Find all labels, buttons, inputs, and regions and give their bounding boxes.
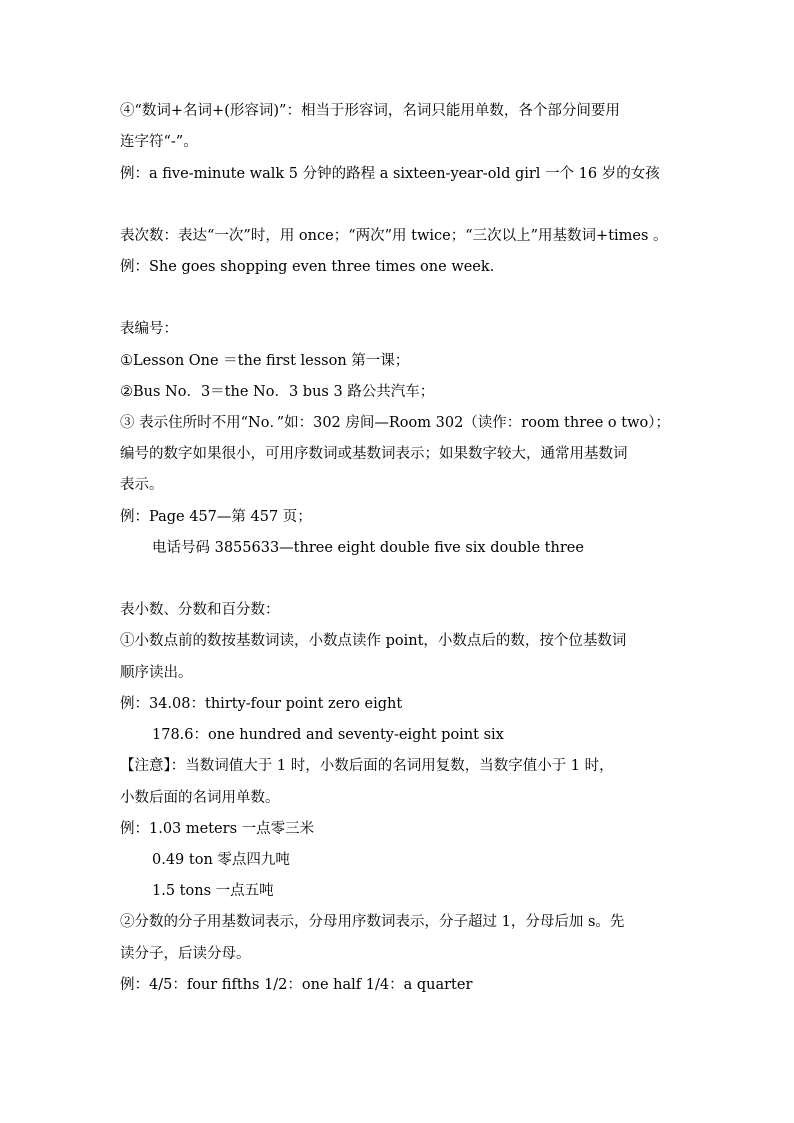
section-heading-times: 表次数：表达“一次”时，用 once；“两次”用 twice；“三次以上”用基数词+times 。 (120, 228, 668, 244)
text-line: ④“数词+名词+(形容词)”：相当于形容词，名词只能用单数，各个部分间要用 (120, 103, 620, 119)
text-line: 连字符“-”。 (120, 134, 198, 150)
note-line: 【注意】：当数词值大于 1 时，小数后面的名词用复数，当数字值小于 1 时， (120, 758, 614, 774)
section-heading-decimals: 表小数、分数和百分数： (120, 602, 280, 618)
text-line: ②Bus No．3＝the No．3 bus 3 路公共汽车； (120, 384, 435, 400)
text-line: ③ 表示住所时不用“No．”如：302 房间—Room 302（读作：room three o two）； (120, 415, 670, 431)
note-line: 小数后面的名词用单数。 (120, 790, 280, 806)
text-line: ①小数点前的数按基数词读，小数点读作 point，小数点后的数，按个位基数词 (120, 633, 627, 649)
example-line: 例：She goes shopping even three times one week. (120, 259, 495, 275)
example-line: 例：1.03 meters 一点零三米 (120, 821, 315, 837)
example-line: 例：4/5：four fifths 1/2：one half 1/4：a quarter (120, 977, 473, 993)
text-line: ②分数的分子用基数词表示，分母用序数词表示，分子超过 1，分母后加 s。先 (120, 914, 625, 930)
example-line: 电话号码 3855633—three eight double five six double three (152, 540, 584, 556)
example-line: 例：34.08：thirty-four point zero eight (120, 696, 403, 712)
section-heading-numbering: 表编号： (120, 321, 178, 337)
text-line: 表示。 (120, 477, 164, 493)
example-line: 0.49 ton 零点四九吨 (152, 852, 290, 868)
example-line: 例：Page 457—第 457 页； (120, 509, 312, 525)
text-line: 编号的数字如果很小，可用序数词或基数词表示；如果数字较大，通常用基数词 (120, 446, 628, 462)
text-line: 顺序读出。 (120, 665, 193, 681)
example-line: 1.5 tons 一点五吨 (152, 883, 274, 899)
example-line: 例：a five-minute walk 5 分钟的路程 a sixteen-year-old girl 一个 16 岁的女孩 (120, 166, 660, 182)
example-line: 178.6：one hundred and seventy-eight point six (152, 727, 504, 743)
text-line: 读分子，后读分母。 (120, 946, 251, 962)
text-line: ①Lesson One ＝the first lesson 第一课； (120, 353, 410, 369)
